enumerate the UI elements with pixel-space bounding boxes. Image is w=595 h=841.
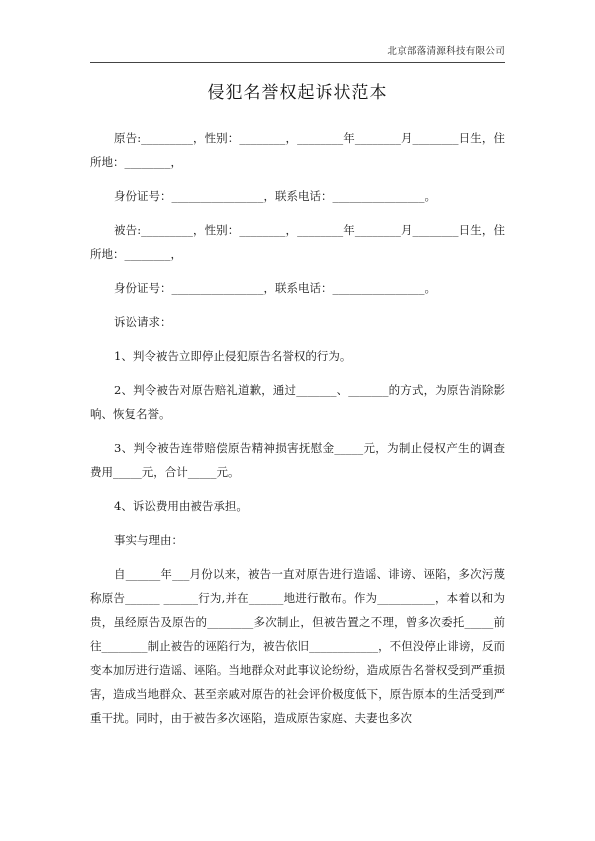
claim-item-1: 1、判令被告立即停止侵犯原告名誉权的行为。 bbox=[114, 349, 352, 363]
defendant-id-phone: 身份证号：________________，联系电话：________________。 bbox=[114, 281, 436, 295]
plaintiff-info: 原告:_________，性别：________，________年________月________日生，住所地：________， bbox=[90, 131, 505, 169]
claim-item-4: 4、诉讼费用由被告承担。 bbox=[114, 499, 248, 513]
facts-paragraph: 自______年___月份以来，被告一直对原告进行造谣、诽谤、诬陷，多次污蔑称原告______ ______行为,并在______地进行散布。作为__________，本着以和为贵，虽经原告及原告的________多次制止，但被告置之不理，曾多次委托_____前往________制止被告的诬陷行为，被告依旧____________，不但没停止诽谤，反而变本加厉进行造谣、诬陷。当地群众对此事议论纷纷，造成原告名誉权受到严重损害，造成当地群众、甚至亲戚对原告的社会评价极度低下，原告原本的生活受到严重干扰。同时，由于被告多次诬陷，造成原告家庭、夫妻也多次 bbox=[90, 567, 505, 725]
document-title: 侵犯名誉权起诉状范本 bbox=[207, 83, 388, 103]
plaintiff-id-phone: 身份证号：________________，联系电话：________________。 bbox=[114, 189, 436, 203]
header-divider bbox=[90, 62, 505, 63]
claim-item-3: 3、判令被告连带赔偿原告精神损害抚慰金_____元，为制止侵权产生的调查费用_____元，合计_____元。 bbox=[90, 441, 505, 479]
document-body bbox=[90, 126, 505, 730]
defendant-info: 被告:_________，性别：________，________年________月________日生，住所地：________， bbox=[90, 223, 505, 261]
facts-heading: 事实与理由： bbox=[114, 533, 183, 547]
claim-item-2: 2、判令被告对原告赔礼道歉，通过_______、_______的方式，为原告消除影响、恢复名誉。 bbox=[90, 383, 505, 421]
company-name: 北京部落清源科技有限公司 bbox=[387, 46, 505, 57]
claims-heading: 诉讼请求： bbox=[114, 315, 172, 329]
